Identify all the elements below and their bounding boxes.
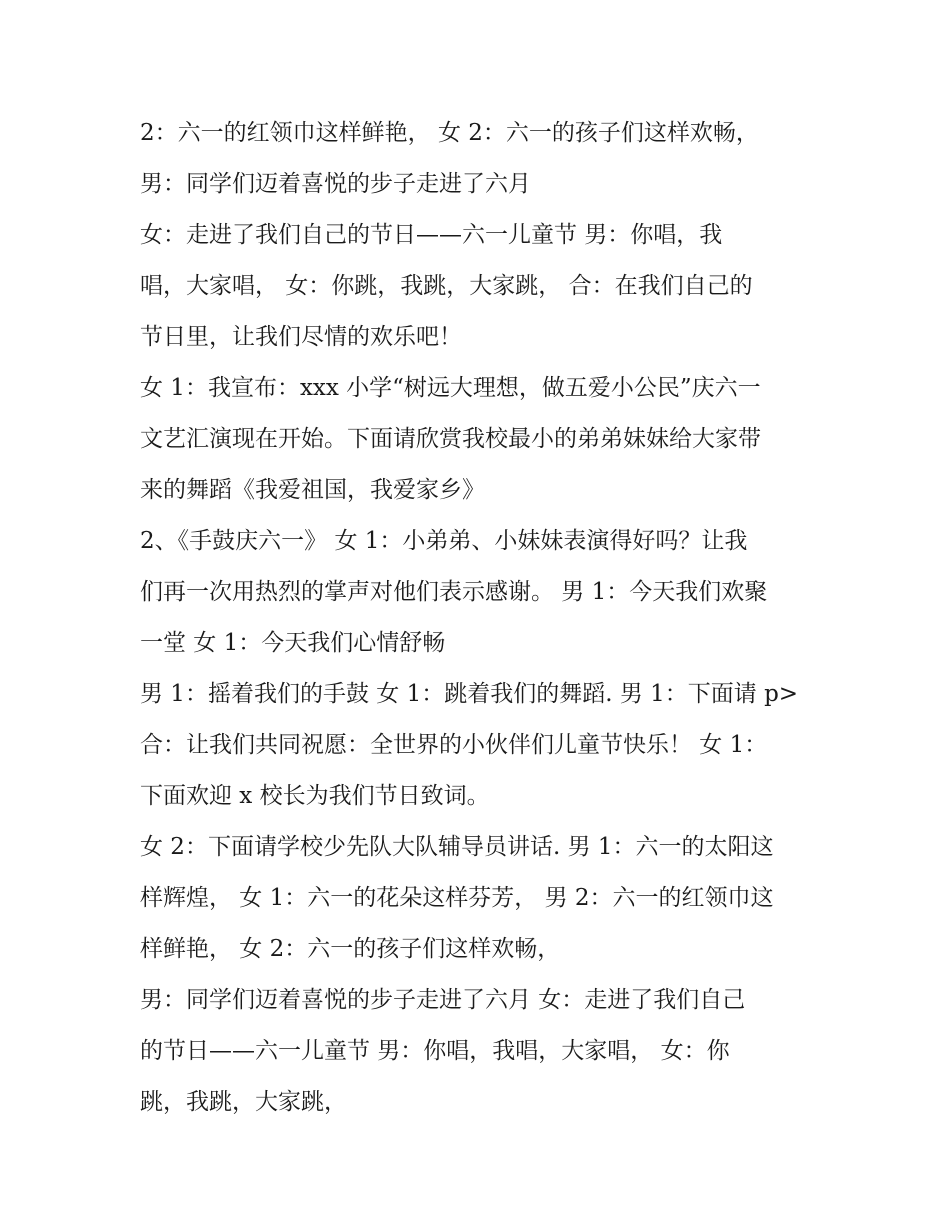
text-line-5: 节日里，让我们尽情的欢乐吧！ bbox=[140, 324, 462, 350]
text-line-11: 一堂 女 1：今天我们心情舒畅 bbox=[140, 630, 446, 656]
text-line-17: 样鲜艳， 女 2：六一的孩子们这样欢畅， bbox=[140, 936, 561, 962]
text-line-13: 合：让我们共同祝愿：全世界的小伙伴们儿童节快乐！ 女 1： bbox=[140, 732, 768, 758]
text-line-1: 2：六一的红领巾这样鲜艳， 女 2：六一的孩子们这样欢畅， bbox=[140, 120, 759, 146]
text-line-12: 男 1：摇着我们的手鼓 女 1：跳着我们的舞蹈. 男 1：下面请 p> bbox=[140, 681, 799, 707]
text-line-6: 女 1：我宣布：xxx 小学“树远大理想，做五爱小公民”庆六一 bbox=[140, 375, 761, 401]
text-line-3: 女：走进了我们自己的节日——六一儿童节 男：你唱，我 bbox=[140, 222, 723, 248]
text-line-19: 的节日——六一儿童节 男：你唱，我唱，大家唱， 女：你 bbox=[140, 1038, 730, 1064]
text-line-16: 样辉煌， 女 1：六一的花朵这样芬芳， 男 2：六一的红领巾这 bbox=[140, 885, 774, 911]
text-line-10: 们再一次用热烈的掌声对他们表示感谢。 男 1：今天我们欢聚 bbox=[140, 579, 768, 605]
text-line-20: 跳，我跳，大家跳， bbox=[140, 1089, 347, 1115]
text-line-9: 2、《手鼓庆六一》 女 1：小弟弟、小妹妹表演得好吗？让我 bbox=[140, 528, 748, 554]
text-line-18: 男：同学们迈着喜悦的步子走进了六月 女：走进了我们自己 bbox=[140, 987, 746, 1013]
text-line-8: 来的舞蹈《我爱祖国，我爱家乡》 bbox=[140, 477, 485, 503]
text-line-14: 下面欢迎 x 校长为我们节日致词。 bbox=[140, 783, 490, 809]
text-line-4: 唱，大家唱， 女：你跳，我跳，大家跳， 合：在我们自己的 bbox=[140, 273, 753, 299]
document-body bbox=[140, 108, 820, 1128]
text-line-15: 女 2：下面请学校少先队大队辅导员讲话. 男 1：六一的太阳这 bbox=[140, 834, 774, 860]
text-line-7: 文艺汇演现在开始。下面请欣赏我校最小的弟弟妹妹给大家带 bbox=[140, 426, 761, 452]
text-line-2: 男：同学们迈着喜悦的步子走进了六月 bbox=[140, 171, 531, 197]
